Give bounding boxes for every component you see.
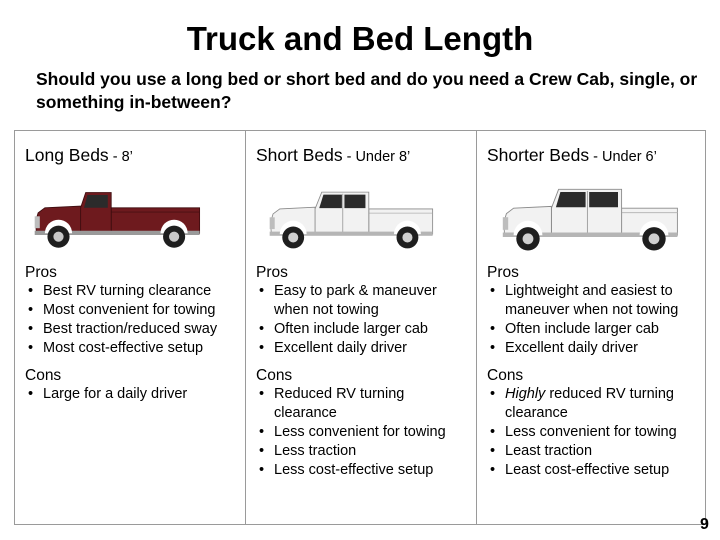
cons-label: Cons: [487, 367, 524, 384]
list-item: • Less cost-effective setup: [256, 461, 468, 480]
emphasis-text: Highly: [505, 386, 546, 402]
comparison-table: [14, 130, 706, 525]
cons-label: Cons: [25, 367, 62, 384]
page-number: 9: [700, 516, 709, 533]
list-item: • Excellent daily driver: [487, 339, 699, 358]
column-heading: [25, 145, 133, 166]
list-item: • Excellent daily driver: [256, 339, 468, 358]
quad-cab-short-bed-truck-image: [268, 183, 436, 255]
pros-list: [487, 282, 699, 358]
cons-list: [487, 385, 699, 480]
list-item: • Least cost-effective setup: [487, 461, 699, 480]
heading-text: Long Beds: [25, 145, 109, 165]
column-body: [256, 263, 468, 480]
page-title: Truck and Bed Length: [186, 20, 534, 57]
column-body: [25, 263, 237, 404]
column-heading: [256, 145, 410, 166]
list-item: • Most cost-effective setup: [25, 339, 237, 358]
subtitle: Should you use a long bed or short bed and do you need a Crew Cab, single, or something in-between?: [36, 69, 698, 112]
column-body: [487, 263, 699, 480]
list-item: • Reduced RV turning clearance: [256, 385, 468, 423]
column-short-beds: [245, 131, 476, 524]
heading-text: Short Beds: [256, 145, 343, 165]
heading-subtext: - 8’: [108, 149, 133, 165]
list-item: • Lightweight and easiest to maneuver when not towing: [487, 282, 699, 320]
list-item: • Less convenient for towing: [487, 423, 699, 442]
cons-list: [25, 385, 237, 404]
list-item: • Often include larger cab: [487, 320, 699, 339]
list-item: • Often include larger cab: [256, 320, 468, 339]
list-item: • Best traction/reduced sway: [25, 320, 237, 339]
cons-label: Cons: [256, 367, 293, 384]
heading-subtext: - Under 8’: [342, 149, 411, 165]
pros-label: Pros: [256, 264, 288, 281]
list-item: • Best RV turning clearance: [25, 282, 237, 301]
list-item: • Less traction: [256, 442, 468, 461]
list-item: • Easy to park & maneuver when not towing: [256, 282, 468, 320]
list-item: • Less convenient for towing: [256, 423, 468, 442]
list-item: • Large for a daily driver: [25, 385, 237, 404]
heading-text: Shorter Beds: [487, 145, 590, 165]
pros-label: Pros: [487, 264, 519, 281]
pros-label: Pros: [25, 264, 57, 281]
heading-subtext: - Under 6’: [589, 149, 657, 165]
list-item: [487, 385, 699, 423]
pros-list: [25, 282, 237, 358]
column-heading: [487, 145, 657, 166]
list-item: • Most convenient for towing: [25, 301, 237, 320]
column-shorter-beds: [476, 131, 706, 524]
list-item: • Least traction: [487, 442, 699, 461]
single-cab-long-bed-truck-image: [33, 181, 203, 255]
pros-list: [256, 282, 468, 358]
cons-list: [256, 385, 468, 480]
crew-cab-shorter-bed-truck-image: [497, 183, 685, 255]
list-item-text: reduced RV turning clearance: [505, 386, 674, 421]
column-long-beds: [15, 131, 245, 524]
